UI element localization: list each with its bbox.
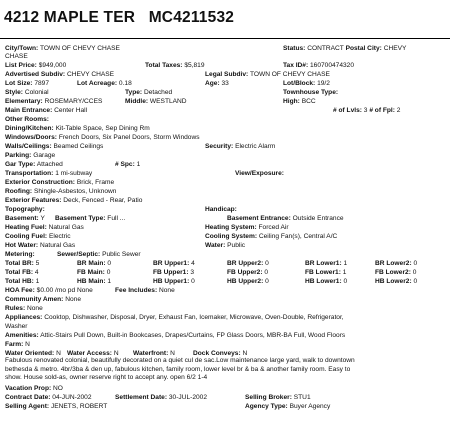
hb-lower2-field: HB Lower2: 0 — [375, 278, 418, 285]
br-lower2-field: BR Lower2: 0 — [375, 260, 418, 267]
garage-spaces-field: # Spc: 1 — [115, 161, 141, 168]
farm-field: Farm: N — [5, 341, 30, 348]
style-field: Style: Colonial — [5, 89, 49, 96]
header-divider — [0, 38, 450, 39]
other-rooms-field: Other Rooms: — [5, 116, 49, 123]
basement-field: Basement: Y — [5, 215, 45, 222]
remarks-line: bethesda & metro. 4br/3ba & den up, fabulous kitchen, family room, lower level br & ba & another family room. Easy to — [5, 365, 351, 373]
selling-agent-field: Selling Agent: JENETS, ROBERT — [5, 403, 108, 410]
basement-type-field: Basement Type: Full ... — [55, 215, 126, 222]
exterior-construction-field: Exterior Construction: Brick, Frame — [5, 179, 115, 186]
status-field: Status: CONTRACT Postal City: CHEVY — [283, 45, 407, 52]
city-town-field: City/Town: TOWN OF CHEVY CHASE — [5, 45, 120, 52]
transportation-field: Transportation: 1 mi-subway — [5, 170, 93, 177]
br-lower1-field: BR Lower1: 1 — [305, 260, 348, 267]
remarks-line: show. House sold-as, owner reserve right to accept any. open 6/2 1-4 — [5, 374, 208, 382]
selling-broker-field: Selling Broker: STU1 — [245, 394, 311, 401]
hot-water-field: Hot Water: Natural Gas — [5, 242, 76, 249]
rules-field: Rules: None — [5, 305, 43, 312]
property-address: 4212 MAPLE TER — [4, 9, 136, 26]
br-main-field: BR Main: 0 — [77, 260, 112, 267]
sewer-septic-field: Sewer/Septic: Public Sewer — [57, 251, 141, 258]
contract-date-field: Contract Date: 04-JUN-2002 — [5, 394, 92, 401]
tax-id-field: Tax ID#: 160700474320 — [283, 62, 355, 69]
appliances-continued: Washer — [5, 323, 28, 330]
parking-field: Parking: Garage — [5, 152, 56, 159]
hb-main-field: HB Main: 1 — [77, 278, 112, 285]
security-field: Security: Electric Alarm — [205, 143, 276, 150]
heating-system-field: Heating System: Forced Air — [205, 224, 289, 231]
middle-field: Middle: WESTLAND — [125, 98, 187, 105]
exterior-features-field: Exterior Features: Deck, Fenced - Rear, Patio — [5, 197, 143, 204]
listing-title — [4, 9, 234, 27]
roofing-field: Roofing: Shingle-Asbestos, Unknown — [5, 188, 117, 195]
hoa-fee-field: HOA Fee: $0.00 /mo pd None — [5, 287, 93, 294]
elementary-field: Elementary: ROSEMARY/CCES — [5, 98, 103, 105]
cooling-fuel-field: Cooling Fuel: Electric — [5, 233, 71, 240]
water-oriented-field: Water Oriented: N — [5, 350, 61, 357]
list-price-field: List Price: $949,000 — [5, 62, 67, 69]
remarks — [5, 357, 445, 383]
water-field: Water: Public — [205, 242, 246, 249]
fb-lower2-field: FB Lower2: 0 — [375, 269, 417, 276]
fee-includes-field: Fee Includes: None — [115, 287, 175, 294]
lot-size-field: Lot Size: 7897 — [5, 80, 49, 87]
postal-city-continued: CHASE — [5, 53, 28, 60]
appliances-field: Appliances: Cooktop, Dishwasher, Disposal, Dryer, Exhaust Fan, Icemaker, Microwave, Oven-Double, Refrigerator, — [5, 314, 344, 321]
age-field: Age: 33 — [205, 80, 229, 87]
topography-field: Topography: — [5, 206, 45, 213]
basement-entrance-field: Basement Entrance: Outside Entrance — [227, 215, 344, 222]
main-entrance-field: Main Entrance: Center Hall — [5, 107, 88, 114]
handicap-field: Handicap: — [205, 206, 237, 213]
agency-type-field: Agency Type: Buyer Agency — [245, 403, 331, 410]
legal-subdiv-field: Legal Subdiv: TOWN OF CHEVY CHASE — [205, 71, 330, 78]
levels-field: # of Lvls: 3 # of Fpl: 2 — [333, 107, 401, 114]
fb-upper2-field: FB Upper2: 0 — [227, 269, 269, 276]
br-upper1-field: BR Upper1: 4 — [153, 260, 195, 267]
heating-fuel-field: Heating Fuel: Natural Gas — [5, 224, 84, 231]
hb-upper2-field: HB Upper2: 0 — [227, 278, 269, 285]
metering-field: Metering: — [5, 251, 35, 258]
fb-lower1-field: FB Lower1: 1 — [305, 269, 347, 276]
vacation-prop-field: Vacation Prop: NO — [5, 385, 63, 392]
lot-block-field: Lot/Block: 19/2 — [283, 80, 330, 87]
hb-upper1-field: HB Upper1: 0 — [153, 278, 195, 285]
waterfront-field: Waterfront: N — [133, 350, 175, 357]
total-fb-field: Total FB: 4 — [5, 269, 39, 276]
fb-upper1-field: FB Upper1: 3 — [153, 269, 195, 276]
type-field: Type: Detached — [125, 89, 173, 96]
total-hb-field: Total HB: 1 — [5, 278, 40, 285]
windows-doors-field: Windows/Doors: French Doors, Six Panel Doors, Storm Windows — [5, 134, 200, 141]
garage-type-field: Gar Type: Attached — [5, 161, 63, 168]
water-access-field: Water Access: N — [67, 350, 119, 357]
amenities-field: Amenities: Attic-Stairs Pull Down, Built-in Bookcases, Drapes/Curtains, FP Glass Doors, MBR-BA Full, Wood Floors — [5, 332, 346, 339]
total-br-field: Total BR: 5 — [5, 260, 40, 267]
br-upper2-field: BR Upper2: 0 — [227, 260, 269, 267]
mls-number: MC4211532 — [148, 9, 235, 26]
cooling-system-field: Cooling System: Ceiling Fan(s), Central A/C — [205, 233, 338, 240]
walls-ceilings-field: Walls/Ceilings: Beamed Ceilings — [5, 143, 104, 150]
total-taxes-field: Total Taxes: $5,819 — [145, 62, 205, 69]
view-exposure-field: View/Exposure: — [235, 170, 284, 177]
hb-lower1-field: HB Lower1: 0 — [305, 278, 348, 285]
remarks-line: Fabulous renovated colonial, beautifully decorated on a quiet cul de sac.Low maintenance large yard, walk to downtown — [5, 357, 355, 364]
high-field: High: BCC — [283, 98, 316, 105]
lot-acreage-field: Lot Acreage: 0.18 — [77, 80, 132, 87]
fb-main-field: FB Main: 0 — [77, 269, 111, 276]
dock-conveys-field: Dock Conveys: N — [193, 350, 248, 357]
community-amen-field: Community Amen: None — [5, 296, 81, 303]
settlement-date-field: Settlement Date: 30-JUL-2002 — [115, 394, 207, 401]
dining-kitchen-field: Dining/Kitchen: Kit-Table Space, Sep Dining Rm — [5, 125, 150, 132]
advertised-subdiv-field: Advertised Subdiv: CHEVY CHASE — [5, 71, 115, 78]
townhouse-type-field: Townhouse Type: — [283, 89, 339, 96]
